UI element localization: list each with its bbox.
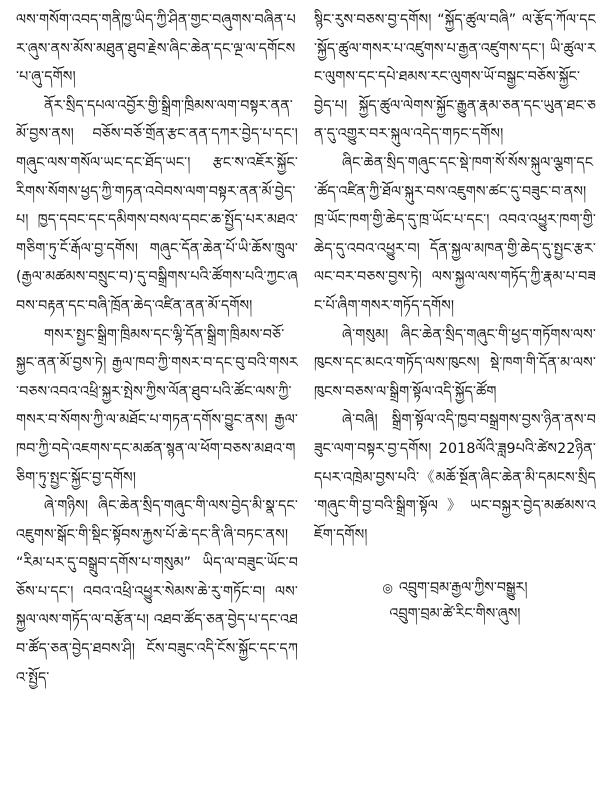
spacer <box>314 549 596 567</box>
right-column <box>314 6 596 692</box>
left-paragraph-1: ལས་གསོག་འབད་གནིཁྱ་ཡིད་ཀྱི་ཤིན་གྱང་བཞུགས་བཞིན་པར་ཞུས་ནས་མོས་མཐུན་ཐུབ་རྗེས་ཞིང་ཆེན་དང་ལྔ་ལ་དགོངས་པ་ཞུ་དགོས། <box>16 12 296 86</box>
right-paragraph-4: ཞེ་བཞི། སྒྲིག་སྟོལ་འདི་ཁྱབ་བསྒྲགས་བྱས་ཉིན་ནས་བཟུང་ལག་བསྟར་བྱ་དགོས། 2018ལོའི་ཟླ9པའི་ཚེས22ཉིན་དཔར་འཁྲེམ་བྱས་པའི་《མཆོ་སྔོན་ཞིང་ཆེན་མི་དམངས་སྲིད་གཞུང་གི་བྱ་བའི་སྒྲིག་སྟོལ》ཡང་བསྐྱར་བྱེད་མཚམས་འཇོག་དགོས། <box>314 412 596 543</box>
translator-credit <box>314 575 596 627</box>
credit-line-translator <box>314 575 596 601</box>
left-paragraph-3: གསར་སྤྱང་སྒྲིག་ཁྲིམས་དང་ལྷི་དོན་སྒྲིག་ཁྲིམས་བཅོ་སྐྱང་ནན་མོ་བྱས་ཏེ། རྒྱལ་ཁབ་ཀྱི་གསར་བ་དང་བུ་བའི་གསར་བཅས་འབའ་འཕྲི་སྐྱར་སྤེས་ཀྱིས་ལོན་ཐུབ་པའི་ཚོང་ལས་ཀྱི་གསར་བ་སོགས་ཀྱི་ལ་མཐོང་པ་གཏན་དགོས་བྱུང་ནས། རྒྱལ་ཁབ་ཀྱི་བདེ་འཇགས་དང་མཚན་སྙན་ལ་ཕོག་བཅས་མཐའ་གཅིག་ཏུ་སྤྱང་སྐྱོང་བྱ་དགོས། <box>16 326 298 486</box>
right-paragraph-2: ཞིང་ཆེན་སྲིད་གཞུང་དང་སྡེ་ཁག་སོ་སོས་སྐུལ་ལྕག་དང་ཚོད་འཛིན་ཀྱི་ཐོལ་སྐུར་བས་འཇུགས་ཚང་དུ་བཟུང་བ་ནས། ཁྲ་ཡོང་ཁག་གྱི་ཆེད་དུ་ཁྲ་ཡོང་པ་དང་། འབའ་འཕྱུར་ཁག་གྱི་ཆེད་དུ་འབའ་འཕྱུར་བ། དོན་སྐྱལ་མཁན་གྱི་ཆེད་དུ་སྤྱང་རྩར་ལང་བར་བཅས་བྱས་ཏེ། ལས་སྐྱལ་ལས་གཏོད་ཀྱི་རྣམ་པ་བཟང་པོ་ཞིག་གསར་གཏོད་དགོས། <box>314 154 596 314</box>
left-paragraph-4: ཞེ་གཉིས། ཞིང་ཆེན་སྲིད་གཞུང་གི་ལས་བྱེད་མི་སྣ་དང་འཇུགས་སྒོང་གི་སྡིང་སྟོབས་རྐྱས་པོ་ཆེ་དང་ནི་ཞི་བཏང་ནས། “རིམ་པར་དུ་བསྒྲུབ་དགོས་པ་གསུམ” ཡིད་ལ་བཟུང་ཡོང་བཅོས་པ་དང་། འབའ་འཕྲི་འཕྱུར་སེམས་ཆེ་རུ་གཏོང་བ། ལས་སྐྱལ་ལས་གཏོད་ལ་བརྩོན་པ། འཐབ་ཚོད་ཅན་བྱེད་པ་དང་འཐབ་ཚོད་ཅན་བྱེད་ཐབས་ཤི། ངོས་བཟུང་འདི་ངོས་སྐྱོང་དང་དཀའ་སྤྱོད་ <box>16 498 298 686</box>
right-paragraph-1: སྙིང་རུས་བཅས་བྱ་དགོས། “སྐྱོད་ཚུལ་བཞི” ལ་རྩོད་ཀོལ་དང་སྐྱོད་ཚུལ་གསར་པ་འཛུགས་པ་རྒྱན་འཛུགས་དང་། ཡི་ཚུལ་རང་ལུགས་དང་དཔེ་ཐམས་རང་ལུགས་ཡོ་བསྒྱང་བཅོས་སྐྱོང་བྱེད་པ། སྐྱོད་ཚུལ་ལེགས་སྐྱོང་རྒྱུན་རྣམ་ཅན་དང་ཡུན་ཐང་ཅན་དུ་འགྱུར་བར་སྐུལ་འདེད་གཏང་དགོས། <box>314 12 596 143</box>
left-column <box>16 6 298 692</box>
two-column-layout <box>16 6 596 692</box>
credit-translator-text: འབྲུག་བྲམ་རྒྱལ་ཀྱིས་བསྒྱུར། <box>398 580 528 597</box>
circle-bullet-icon: ◎ <box>382 581 393 596</box>
right-paragraph-3: ཞེ་གསུམ། ཞིང་ཆེན་སྲིད་གཞུང་གི་ཕྱད་གཏོགས་ལས་ཁུངས་དང་མངའ་གཏོད་ལས་ཁུངས། སྡེ་ཁག་གི་དོན་མ་ལས་ཁུངས་བཅས་ལ་སྒྲིག་སྟོལ་འདི་སྐྱོད་ཚོག <box>314 326 596 400</box>
credit-line-editor: འབྲུག་བྲམ་ཚེ་རིང་གིས་ཞུས། <box>389 606 521 623</box>
left-paragraph-2: ནོར་སྲིད་དཔལ་འབྱོར་གྱི་སྒྲིག་ཁྲིམས་ལག་བསྟར་ནན་མོ་བྱས་ནས། བཅོས་བཅོ་གྲོན་རྩང་ནན་དཀར་བྱེད་པ་དང་། གཞུང་ལས་གསོལ་ཡང་དང་ཐོད་ཡང་། རྩང་ས་འཇོར་སྐྱོང་རིགས་སོགས་ཕྱད་ཀྱི་གཏན་འབེབས་ལག་བསྟར་ནན་མོ་བྱེད་པ། ཁྱད་དབང་དང་དམིགས་བསལ་དབང་ཆ་སྤྱོད་པར་མཐའ་གཅིག་ཏུ་ངོ་རྒོལ་བྱ་དགོས། གཞུང་དོན་ཆེན་པོ་ཡི་ཆོས་ཁྲུལ་(རྒྱལ་མཚམས་བསྲུང་བ)་དུ་བསྒྲིགས་པའི་ཚོགས་པའི་ཀྱང་ཞབས་བརྟན་དང་བཞི་ཁྲོན་ཆེད་འཛིན་ནན་མོ་དགོས། <box>16 97 298 314</box>
